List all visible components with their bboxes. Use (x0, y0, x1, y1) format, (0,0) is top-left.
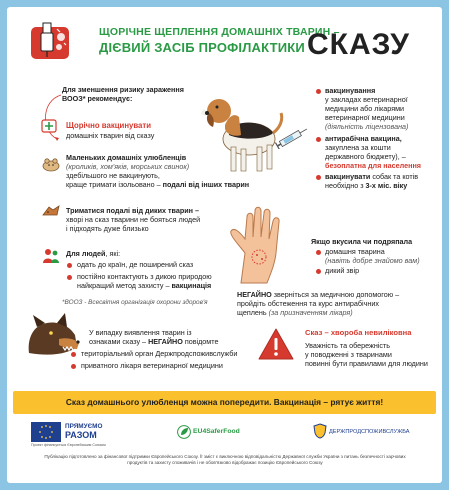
eu-logo-line-2: РАЗОМ (65, 430, 97, 440)
eu-logo-line-1: ПРЯМУЄМО (65, 423, 103, 430)
bullet (316, 137, 321, 142)
s2-title: Маленьких домашніх улюбленців (66, 153, 187, 162)
vaccination-icon (41, 117, 61, 135)
vaccination-line-3: ветеринарної медицини (325, 113, 405, 122)
cats-dogs-text: собак та котів (372, 172, 419, 181)
bullet (71, 364, 76, 369)
bite-title: Якщо вкусила чи подряпала (311, 237, 413, 246)
bite-wild: дикий звір (325, 266, 360, 275)
leaf-icon (177, 425, 191, 439)
warning-line-3: повинні бути правилами для людини (305, 359, 428, 368)
vaccine-free: безоплатна для населення (325, 161, 421, 170)
header (7, 7, 442, 75)
dps-logo: ДЕРЖПРОДСПОЖИВСЛУЖБА (329, 429, 410, 435)
urgent-text-1: зверніться за медичною допомогою – (273, 290, 400, 299)
vaccination-line-1: у закладах ветеринарної (325, 95, 408, 104)
syringe-icon (273, 125, 313, 149)
small-pet-icon (41, 155, 61, 173)
vaccine-line-1: закуплена за кошти (325, 143, 391, 152)
bitten-hand-icon (221, 205, 303, 285)
title-rabies: СКАЗУ (307, 28, 410, 61)
s4-suffix: , які: (105, 249, 121, 258)
bullet (71, 352, 76, 357)
vaccine-line-2: державного бюджету), – (325, 152, 406, 161)
detect-bullet-2: приватного лікаря ветеринарної медицини (81, 361, 223, 370)
s1-title: Щорічно вакцинувати (66, 121, 152, 130)
detect-line-1: У випадку виявлення тварин із (89, 328, 192, 337)
intro-line-1: Для зменшення ризику зараження (62, 85, 184, 94)
warning-line-1: Уважність та обережність (305, 341, 391, 350)
detect-line-2a: ознаками сказу – (89, 337, 147, 346)
vaccination-line-2: медицини або лікарями (325, 104, 405, 113)
s3-text-1: хворі на сказ тварини не бояться людей (66, 215, 201, 224)
warning-line-2: у поводженні з тваринами (305, 350, 392, 359)
urgent-italic: (за призначенням лікаря) (268, 308, 353, 317)
warning-title: Сказ – хвороба невиліковна (305, 328, 412, 337)
s4-bullet-1: одать до країн, де поширений сказ (77, 260, 194, 269)
vaccine-title: антирабічна вакцина, (325, 134, 402, 143)
bite-pet: домашня тварина (325, 247, 385, 256)
s3-text-2: і підходять дуже близько (66, 224, 149, 233)
bite-pet-note: (навіть добре знайомо вам) (325, 256, 420, 265)
s4-bullet-2a: постійно контактують з дикою природою (77, 272, 212, 281)
cats-dogs-bold: вакцинувати (325, 172, 371, 181)
warning-icon (257, 327, 295, 361)
bullet (316, 269, 321, 274)
bullet (316, 250, 321, 255)
s2-bold: подалі від інших тварин (162, 180, 250, 189)
detect-bullet-1: територіальний орган Держпродспоживслужби (81, 349, 238, 358)
s2-text-1: здебільшого не вакцинують, (66, 171, 160, 180)
vaccination-italic: (діяльність ліцензована) (325, 122, 409, 131)
s2-italic: (кроликів, хом'яків, морських свинок) (66, 162, 190, 171)
who-footnote: *ВООЗ - Всесвітня організація охорони здоров'я (62, 299, 208, 306)
s3-title: Триматися подалі від диких тварин – (66, 206, 199, 215)
vaccination-title: вакцинування (325, 86, 376, 95)
footer-disclaimer: Публікацію підготовлено за фінансової підтримки Європейського Союзу. Її зміст є виключною відповідальністю Державної служби України з питань безпечності харчових продуктів та захисту споживачів і не обов'язково відображає позицію Європейського Союзу (44, 454, 406, 465)
s4-bullet-2b: найкращий метод захисту – (77, 281, 170, 290)
detect-line-2c: повідомте (184, 337, 219, 346)
s4-bullet-2-bold: вакцинація (171, 281, 212, 290)
eu-logo-small: Проект фінансується Європейським Союзом (31, 443, 106, 447)
vaccine-logo-icon (29, 21, 73, 61)
cats-dogs-text-2: необхідно з (325, 181, 364, 190)
people-icon (41, 247, 61, 265)
urgent-text-3: щеплень (237, 308, 267, 317)
title-line-2: ДІЄВИЙ ЗАСІБ ПРОФІЛАКТИКИ (99, 40, 305, 55)
bullet (67, 275, 72, 280)
intro-line-2: ВООЗ* рекомендує: (62, 94, 133, 103)
bullet (316, 89, 321, 94)
urgent-text-2: пройдіть обстеження та курс антирабічних (237, 299, 379, 308)
poster (7, 7, 442, 483)
detect-urgent: НЕГАЙНО (148, 337, 183, 346)
s4-title: Для людей (66, 249, 106, 258)
bullet (316, 175, 321, 180)
shield-icon (313, 423, 327, 439)
s1-text: домашніх тварин від сказу (66, 131, 155, 140)
slogan-banner: Сказ домашнього улюбленця можна попередити. Вакцинація – рятує життя! (13, 391, 436, 414)
wild-animal-icon (41, 203, 61, 221)
eu4saferfood-logo: EU4SaferFood (193, 428, 240, 435)
urgent-bold: НЕГАЙНО (237, 290, 272, 299)
bullet (67, 263, 72, 268)
title-line-1: ЩОРІЧНЕ ЩЕПЛЕННЯ ДОМАШНІХ ТВАРИН – (99, 26, 340, 38)
cats-dogs-age: 3-х міс. віку (365, 181, 408, 190)
eu-flag-icon (31, 422, 61, 442)
s2-text-2: краще тримати ізольовано – (66, 180, 161, 189)
